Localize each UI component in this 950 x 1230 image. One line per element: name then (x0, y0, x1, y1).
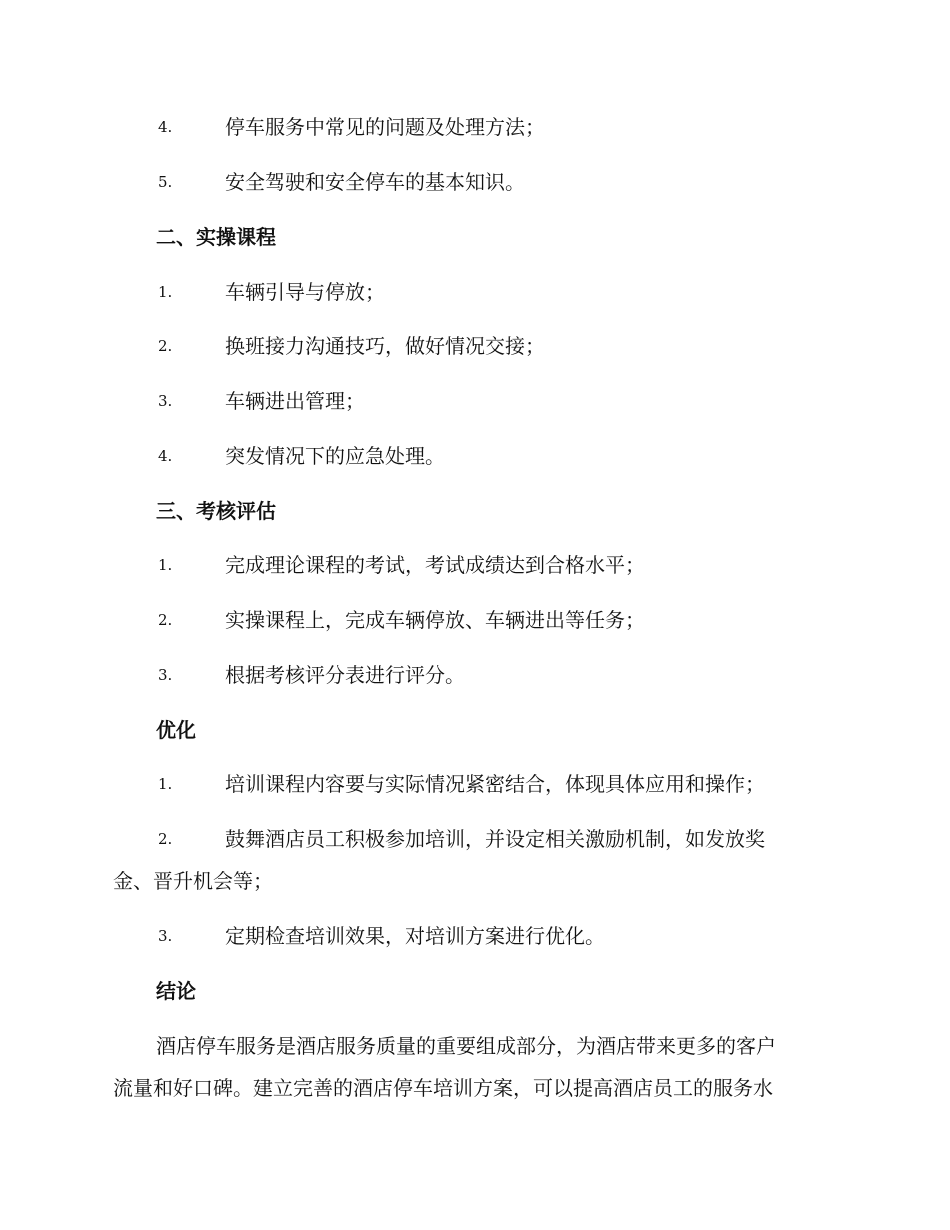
list-item (113, 386, 843, 416)
list-number: 2. (158, 337, 173, 355)
list-item (113, 660, 843, 690)
list-item (113, 112, 843, 142)
section-heading-conclusion: 结论 (156, 979, 196, 1003)
list-item (113, 605, 843, 635)
list-text: 换班接力沟通技巧，做好情况交接； (225, 334, 545, 358)
list-number: 1. (158, 775, 173, 793)
conclusion-paragraph-line: 酒店停车服务是酒店服务质量的重要组成部分，为酒店带来更多的客户 (156, 1034, 776, 1058)
list-text: 定期检查培训效果，对培训方案进行优化。 (225, 924, 605, 948)
list-number: 1. (158, 556, 173, 574)
list-text: 安全驾驶和安全停车的基本知识。 (225, 170, 525, 194)
list-number: 4. (158, 447, 173, 465)
list-item (113, 921, 843, 951)
list-item (113, 331, 843, 361)
conclusion-paragraph-line: 流量和好口碑。建立完善的酒店停车培训方案，可以提高酒店员工的服务水 (113, 1076, 773, 1100)
list-item (113, 824, 843, 854)
list-number: 3. (158, 666, 173, 684)
list-item (113, 769, 843, 799)
section-heading-practical: 二、实操课程 (156, 225, 276, 249)
list-text: 完成理论课程的考试，考试成绩达到合格水平； (225, 553, 645, 577)
list-number: 5. (158, 173, 173, 191)
list-number: 2. (158, 611, 173, 629)
list-text: 停车服务中常见的问题及处理方法； (225, 115, 545, 139)
list-text: 实操课程上，完成车辆停放、车辆进出等任务； (225, 608, 645, 632)
list-text: 鼓舞酒店员工积极参加培训，并设定相关激励机制，如发放奖 (225, 827, 765, 851)
list-item (113, 550, 843, 580)
section-heading-assessment: 三、考核评估 (156, 499, 276, 523)
list-text: 根据考核评分表进行评分。 (225, 663, 465, 687)
list-number: 3. (158, 392, 173, 410)
section-heading-optimization: 优化 (156, 718, 196, 742)
list-text: 培训课程内容要与实际情况紧密结合，体现具体应用和操作； (225, 772, 765, 796)
list-number: 4. (158, 118, 173, 136)
list-text-continuation: 金、晋升机会等； (113, 869, 273, 893)
list-number: 2. (158, 830, 173, 848)
list-item (113, 167, 843, 197)
list-text: 车辆进出管理； (225, 389, 365, 413)
list-item (113, 441, 843, 471)
list-text: 车辆引导与停放； (225, 280, 385, 304)
list-number: 1. (158, 283, 173, 301)
list-number: 3. (158, 927, 173, 945)
list-text: 突发情况下的应急处理。 (225, 444, 445, 468)
list-item (113, 277, 843, 307)
